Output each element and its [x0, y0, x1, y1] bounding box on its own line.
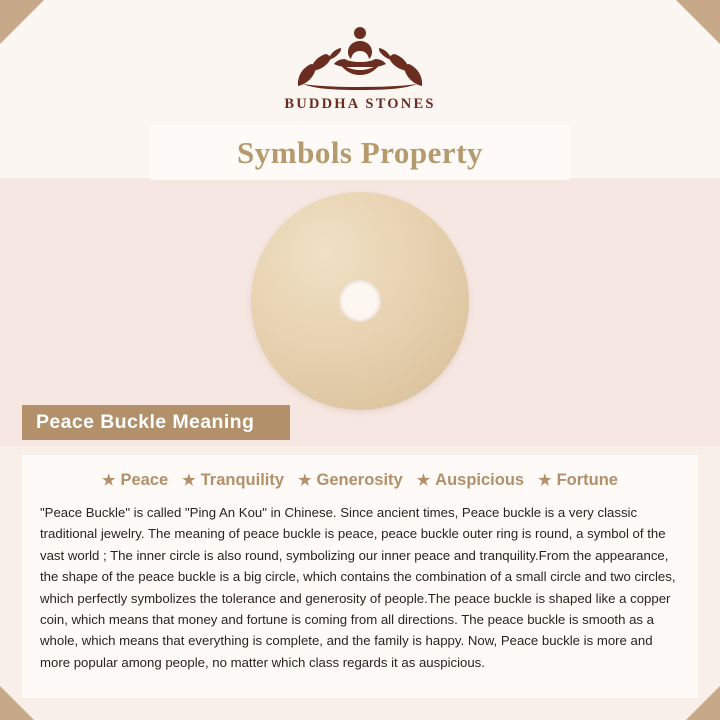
keyword-label: Tranquility — [200, 471, 285, 489]
keyword-label: Peace — [120, 471, 169, 489]
meaning-card — [22, 455, 698, 698]
list-item — [417, 471, 524, 490]
keyword-list — [40, 471, 680, 490]
star-icon: ★ — [102, 472, 116, 489]
brand-name: BUDDHA STONES — [284, 96, 436, 112]
star-icon: ★ — [416, 472, 431, 489]
product-image — [0, 192, 720, 410]
star-icon: ★ — [538, 472, 552, 489]
star-icon: ★ — [182, 472, 196, 489]
page-title — [150, 125, 570, 180]
keyword-label: Fortune — [556, 471, 618, 489]
star-icon: ★ — [298, 472, 312, 489]
meaning-paragraph: "Peace Buckle" is called "Ping An Kou" in Chinese. Since ancient times, Peace buckle is a very classic traditional jewelry. The meaning of peace buckle is peace, peace buckle outer ring is round, a symbol of the vast world ; The inner circle is also round, symbolizing our inner peace and tranquility.From the appearance, the shape of the peace buckle is a big circle, which contains the combination of a small circle and two circles, which perfectly symbolizes the tolerance and generosity of people.The peace buckle is shaped like a copper coin, which means that money and fortune is coming from all directions. The peace buckle is smooth as a whole, which means that everything is complete, and the family is happy. Now, Peace buckle is more and more popular among people, no matter which class regards it as auspicious. — [40, 505, 676, 670]
keyword-label: Auspicious — [435, 471, 525, 489]
list-item — [182, 471, 284, 490]
section-ribbon-label: Peace Buckle Meaning — [36, 411, 255, 433]
list-item — [538, 471, 618, 490]
list-item — [298, 471, 403, 490]
page-title-text: Symbols Property — [237, 134, 483, 170]
list-item — [102, 471, 168, 490]
peace-buckle-disc-icon — [251, 192, 469, 410]
lotus-meditation-icon — [285, 18, 435, 90]
brand-logo — [0, 18, 720, 113]
keyword-label: Generosity — [316, 471, 403, 489]
disc-center-hole — [339, 280, 381, 322]
section-ribbon — [22, 405, 290, 440]
